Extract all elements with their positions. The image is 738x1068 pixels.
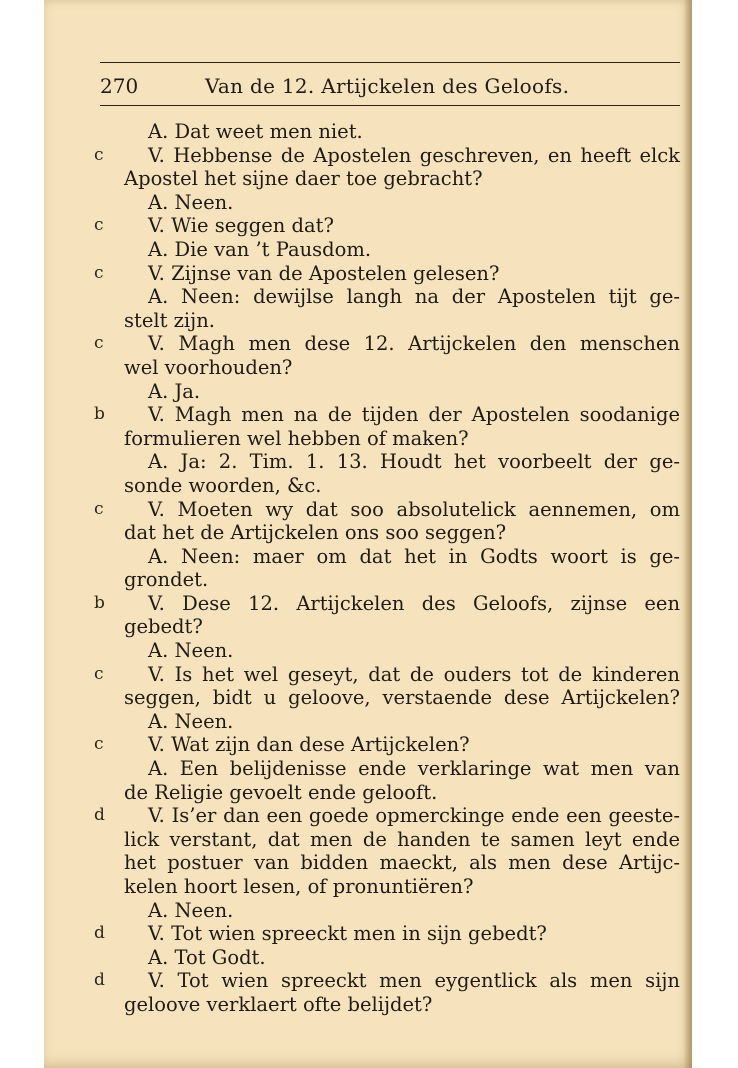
line-text: kelen hoort lesen, of pronuntiëren? bbox=[124, 875, 474, 898]
line-text: dat het de Artijckelen ons soo seggen? bbox=[124, 521, 507, 545]
page-edge-shadow bbox=[684, 0, 692, 1068]
line-text: V. Tot wien spreeckt men eygentlick als men sijn bbox=[148, 969, 680, 993]
margin-mark: c bbox=[94, 333, 104, 354]
text-line bbox=[94, 332, 680, 356]
line-text: A. Neen. bbox=[148, 898, 234, 922]
text-line bbox=[94, 214, 680, 238]
text-line bbox=[94, 591, 680, 616]
line-text: het postuer van bidden maeckt, als men dese Artijc- bbox=[124, 851, 680, 875]
line-text: V. Dese 12. Artijckelen des Geloofs, zijnse een bbox=[148, 591, 680, 615]
text-line bbox=[94, 733, 680, 757]
line-text: A. Ja: 2. Tim. 1. 13. Houdt het voorbeelt der ge- bbox=[148, 450, 680, 474]
line-text: A. Neen. bbox=[148, 190, 234, 214]
line-text: lick verstant, dat men de handen te samen leyt ende bbox=[124, 827, 680, 851]
line-text: seggen, bidt u geloove, verstaende dese Artijckelen? bbox=[124, 686, 680, 710]
line-text: A. Ja. bbox=[148, 379, 201, 403]
text-line bbox=[94, 143, 680, 168]
line-text: V. Wie seggen dat? bbox=[148, 214, 334, 238]
line-text: grondet. bbox=[124, 568, 209, 592]
margin-mark: c bbox=[94, 734, 104, 755]
text-line bbox=[124, 238, 680, 262]
text-line bbox=[124, 380, 680, 404]
line-text: V. Magh men na de tijden der Apostelen soodanige bbox=[148, 403, 680, 427]
line-text: A. Die van ’t Pausdom. bbox=[148, 237, 372, 261]
margin-mark: c bbox=[94, 498, 104, 519]
margin-mark: b bbox=[94, 592, 105, 613]
text-line bbox=[124, 120, 680, 144]
line-text: V. Hebbense de Apostelen geschreven, en heeft elck bbox=[148, 143, 680, 167]
line-text: A. Tot Godt. bbox=[148, 945, 266, 969]
margin-mark: c bbox=[94, 144, 104, 165]
line-text: V. Is het wel geseyt, dat de ouders tot de kinderen bbox=[148, 662, 680, 686]
margin-mark: b bbox=[94, 404, 105, 425]
text-line bbox=[124, 191, 680, 215]
running-header bbox=[100, 72, 680, 100]
margin-mark: d bbox=[94, 805, 105, 826]
margin-mark: c bbox=[94, 262, 104, 283]
line-text: stelt zijn. bbox=[124, 308, 215, 332]
header-top-rule bbox=[100, 62, 680, 63]
text-line bbox=[124, 521, 680, 545]
line-text: geloove verklaert ofte belijdet? bbox=[124, 992, 433, 1016]
page-number: 270 bbox=[100, 74, 139, 98]
text-line bbox=[124, 946, 680, 970]
line-text: V. Is’er dan een goede opmerckinge ende een geeste- bbox=[148, 804, 680, 828]
line-text: gebedt? bbox=[124, 615, 203, 639]
text-line bbox=[124, 356, 680, 380]
text-line bbox=[124, 309, 680, 333]
text-line bbox=[124, 899, 680, 923]
text-line bbox=[94, 261, 680, 286]
text-line bbox=[124, 993, 680, 1017]
line-text: wel voorhouden? bbox=[124, 355, 293, 379]
line-text: Apostel het sijne daer toe gebracht? bbox=[124, 167, 483, 191]
header-bottom-rule bbox=[100, 105, 680, 106]
line-text: V. Magh men dese 12. Artijckelen den menschen bbox=[148, 332, 680, 356]
text-line bbox=[94, 662, 680, 687]
text-line bbox=[124, 167, 680, 191]
line-text: de Religie gevoelt ende gelooft. bbox=[124, 780, 438, 804]
line-text: V. Wat zijn dan dese Artijckelen? bbox=[148, 733, 470, 757]
line-text: A. Dat weet men niet. bbox=[148, 120, 363, 143]
line-text: A. Neen: dewijlse langh na der Apostelen tijt ge- bbox=[148, 285, 680, 309]
text-line bbox=[124, 781, 680, 805]
line-text: sonde woorden, &c. bbox=[124, 473, 322, 497]
text-line bbox=[124, 851, 680, 875]
line-text: V. Moeten wy dat soo absolutelick aennemen, om bbox=[148, 497, 680, 521]
line-text: A. Neen: maer om dat het in Godts woort is ge- bbox=[148, 544, 680, 568]
text-line bbox=[124, 875, 680, 899]
text-line bbox=[124, 757, 680, 781]
margin-mark: c bbox=[94, 215, 104, 236]
text-line bbox=[94, 922, 680, 946]
text-line bbox=[124, 427, 680, 451]
line-text: V. Zijnse van de Apostelen gelesen? bbox=[148, 261, 500, 285]
catechism-text bbox=[94, 120, 680, 1017]
margin-mark: c bbox=[94, 663, 104, 684]
text-line bbox=[124, 285, 680, 309]
text-line bbox=[124, 450, 680, 474]
margin-mark: d bbox=[94, 923, 105, 944]
text-line bbox=[124, 474, 680, 498]
text-line bbox=[124, 545, 680, 569]
running-title: Van de 12. Artijckelen des Geloofs. bbox=[205, 74, 570, 98]
text-line bbox=[124, 615, 680, 639]
text-line bbox=[124, 710, 680, 734]
line-text: A. Neen. bbox=[148, 639, 234, 663]
line-text: A. Een belijdenisse ende verklaringe wat men van bbox=[148, 757, 680, 781]
margin-mark: d bbox=[94, 970, 105, 991]
text-line bbox=[94, 497, 680, 522]
text-line bbox=[124, 828, 680, 852]
line-text: A. Neen. bbox=[148, 709, 234, 733]
text-line bbox=[94, 804, 680, 828]
text-line bbox=[124, 639, 680, 663]
text-line bbox=[124, 568, 680, 592]
line-text: formulieren wel hebben of maken? bbox=[124, 426, 469, 450]
line-text: V. Tot wien spreeckt men in sijn gebedt? bbox=[148, 922, 547, 946]
text-line bbox=[94, 403, 680, 427]
text-line bbox=[94, 969, 680, 993]
text-line bbox=[124, 686, 680, 710]
